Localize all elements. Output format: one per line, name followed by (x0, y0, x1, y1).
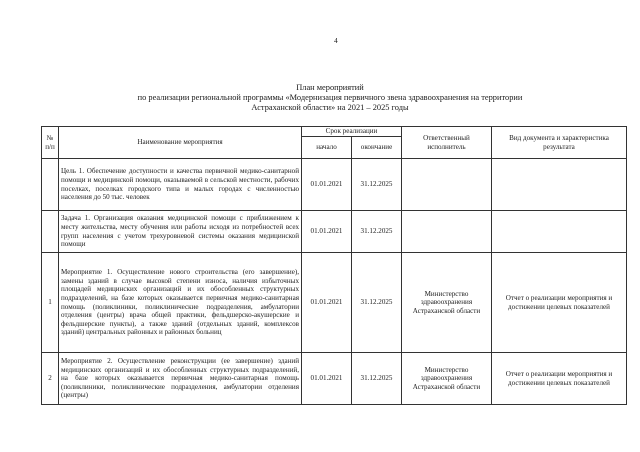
row-result (492, 211, 627, 253)
header-num: № п/п (42, 127, 59, 159)
row-name: Мероприятие 2. Осуществление реконструкции (ее завершение) зданий медицинских организаций и их обособленных структурных подразделений, на базе которых оказывается первичная медико-санитарная помощь (поликлиники, поликлинические подразделения, амбулатории отделения (центры) (59, 353, 302, 405)
row-start: 01.01.2021 (302, 159, 352, 211)
row-num (42, 159, 59, 211)
row-end: 31.12.2025 (352, 211, 402, 253)
activities-table (41, 126, 627, 405)
header-executor: Ответственный исполнитель (402, 127, 492, 159)
row-name: Задача 1. Организация оказания медицинской помощи с приближением к месту жительства, месту обучения или работы исходя из потребностей всех групп населения с учетом трехуровневой системы оказания медицинской помощи (59, 211, 302, 253)
row-executor (402, 159, 492, 211)
header-period: Срок реализации (302, 127, 402, 137)
table-row (42, 159, 627, 211)
header-name: Наименование мероприятия (59, 127, 302, 159)
row-name: Мероприятие 1. Осуществление нового строительства (его завершение), замены зданий в случае высокой степени износа, наличия избыточных площадей медицинских организаций и их обособленных структурных подразделений, на базе которых оказывается первичная медико-санитарная помощь (поликлиники, поликлинические подразделения, амбулатории отделения (центры) врача общей практики, фельдшерско-акушерские и фельдшерские пункты), а также зданий (отдельных зданий, комплексов зданий) центральных районных и районных больниц (59, 253, 302, 353)
header-end: окончание (352, 137, 402, 159)
table-row (42, 353, 627, 405)
row-num: 1 (42, 253, 59, 353)
row-start: 01.01.2021 (302, 353, 352, 405)
row-end: 31.12.2025 (352, 159, 402, 211)
row-start: 01.01.2021 (302, 253, 352, 353)
row-end: 31.12.2025 (352, 353, 402, 405)
document-title (40, 83, 620, 113)
title-line: по реализации региональной программы «Модернизация первичного звена здравоохранения на территории (137, 93, 523, 102)
row-start: 01.01.2021 (302, 211, 352, 253)
page-number: 4 (334, 36, 338, 45)
header-result: Вид документа и характеристика результата (492, 127, 627, 159)
row-result: Отчет о реализации мероприятия и достижении целевых показателей (492, 253, 627, 353)
row-num: 2 (42, 353, 59, 405)
title-line: Астраханской области» на 2021 – 2025 годы (251, 103, 409, 112)
row-num (42, 211, 59, 253)
row-result (492, 159, 627, 211)
row-executor: Министерство здравоохранения Астраханской области (402, 253, 492, 353)
row-result: Отчет о реализации мероприятия и достижении целевых показателей (492, 353, 627, 405)
row-executor: Министерство здравоохранения Астраханской области (402, 353, 492, 405)
table-row (42, 253, 627, 353)
table-row (42, 211, 627, 253)
title-line: План мероприятий (296, 83, 364, 92)
row-end: 31.12.2025 (352, 253, 402, 353)
row-executor (402, 211, 492, 253)
row-name: Цель 1. Обеспечение доступности и качества первичной медико-санитарной помощи и медицинской помощи, оказываемой в сельской местности, рабочих поселках, поселках городского типа и малых городах с численностью населения до 50 тыс. человек (59, 159, 302, 211)
header-start: начало (302, 137, 352, 159)
